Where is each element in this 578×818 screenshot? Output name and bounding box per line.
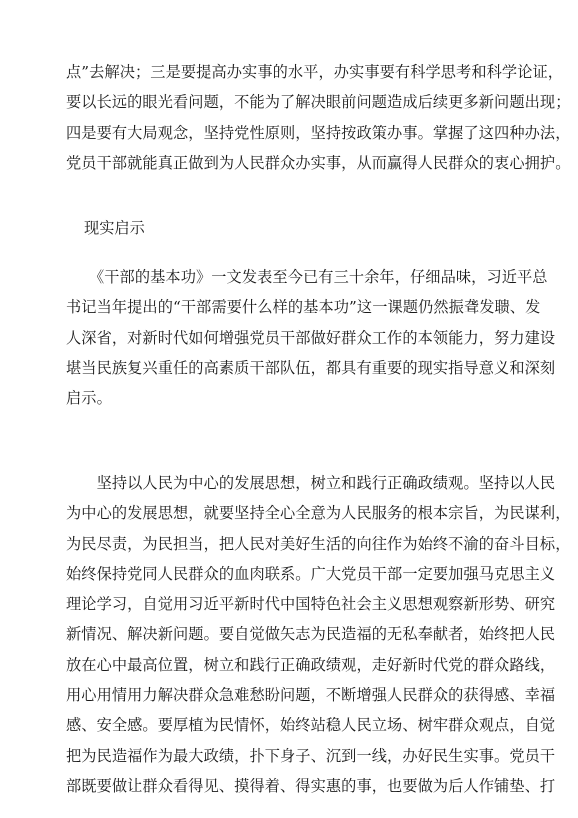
text-line: 放在心中最高位置，树立和践行正确政绩观，走好新时代党的群众路线， — [66, 655, 556, 674]
text-line: 部既要做让群众看得见、摸得着、得实惠的事，也要做为后人作铺垫、打 — [66, 776, 556, 795]
text-line: 理论学习，自觉用习近平新时代中国特色社会主义思想观察新形势、研究 — [66, 595, 556, 614]
text-line: 点”去解决；三是要提高办实事的水平，办实事要有科学思考和科学论证， — [66, 63, 564, 81]
text-line: 为民尽责，为民担当，把人民对美好生活的向往作为始终不渝的奋斗目标， — [66, 534, 571, 553]
text-line: 人深省，对新时代如何增强党员干部做好群众工作的本领能力，努力建设 — [66, 328, 556, 347]
text-line: 新情况、解决新问题。要自觉做矢志为民造福的无私奉献者，始终把人民 — [66, 625, 556, 644]
text-line: 为中心的发展思想，就要坚持全心全意为人民服务的根本宗旨，为民谋利， — [66, 504, 571, 523]
text-line: 堪当民族复兴重任的高素质干部队伍，都具有重要的现实指导意义和深刻 — [66, 358, 556, 377]
paragraph-introduction — [66, 262, 556, 413]
text-line: 要以长远的眼光看问题，不能为了解决眼前问题造成后续更多新问题出现； — [66, 93, 571, 112]
text-line: 把为民造福作为最大政绩，扑下身子、沉到一线，办好民生实事。党员干 — [66, 746, 556, 765]
paragraph-methods — [66, 57, 571, 178]
text-line: 用心用情用力解决群众急难愁盼问题，不断增强人民群众的获得感、幸福 — [66, 686, 556, 705]
paragraph-people-centered — [66, 468, 571, 801]
text-line: 坚持以人民为中心的发展思想，树立和践行正确政绩观。坚持以人民 — [66, 474, 556, 492]
section-heading: 现实启示 — [84, 219, 145, 237]
text-line: 《干部的基本功》一文发表至今已有三十余年，仔细品味，习近平总 — [66, 268, 548, 286]
text-line: 始终保持党同人民群众的血肉联系。广大党员干部一定要加强马克思主义 — [66, 564, 556, 583]
text-line: 四是要有大局观念，坚持党性原则，坚持按政策办事。掌握了这四种办法， — [66, 123, 571, 142]
text-line: 书记当年提出的“干部需要什么样的基本功”这一课题仍然振聋发聩、发 — [66, 298, 541, 317]
text-line: 感、安全感。要厚植为民情怀，始终站稳人民立场、树牢群众观点，自觉 — [66, 716, 556, 735]
text-line: 启示。 — [66, 389, 112, 408]
text-line: 党员干部就能真正做到为人民群众办实事，从而赢得人民群众的衷心拥护。 — [66, 153, 571, 172]
